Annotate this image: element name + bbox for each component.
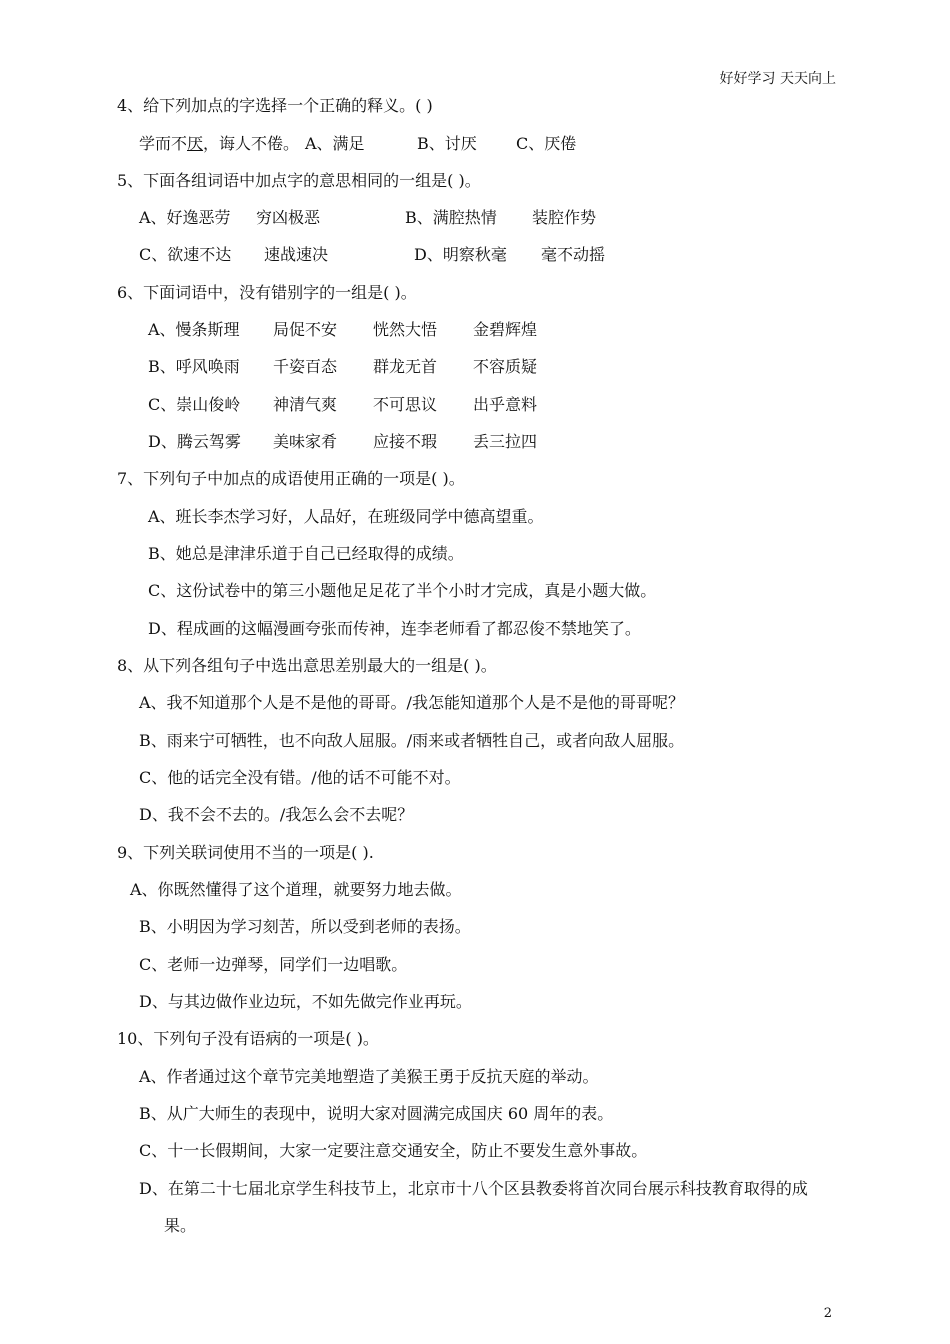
q6-c-2: 神清气爽 bbox=[273, 395, 338, 414]
q6-row-c bbox=[148, 395, 537, 415]
q10-option-b: B、从广大师生的表现中，说明大家对圆满完成国庆 60 周年的表。 bbox=[139, 1104, 614, 1123]
q7-option-b: B、她总是津津乐道于自己已经取得的成绩。 bbox=[148, 544, 464, 563]
q4-option-b: B、讨厌 bbox=[417, 134, 477, 153]
q6-row-b bbox=[148, 357, 537, 377]
q8-option-c: C、他的话完全没有错。/他的话不可能不对。 bbox=[139, 768, 461, 787]
q4-marked-char: 厌 bbox=[187, 134, 204, 153]
q5-option-a1: A、好逸恶劳 bbox=[139, 208, 231, 227]
q6-b-4: 不容质疑 bbox=[473, 357, 538, 376]
q6-b-1: B、呼风唤雨 bbox=[148, 357, 240, 376]
question-7-stem: 7、下列句子中加点的成语使用正确的一项是( )。 bbox=[117, 469, 465, 488]
q5-option-c2: 速战速决 bbox=[264, 245, 329, 264]
question-9-stem: 9、下列关联词使用不当的一项是( ). bbox=[117, 843, 374, 862]
q6-d-1: D、腾云驾雾 bbox=[148, 432, 241, 451]
q5-option-b2: 装腔作势 bbox=[532, 208, 597, 227]
q6-a-1: A、慢条斯理 bbox=[148, 320, 240, 339]
q8-option-b: B、雨来宁可牺牲，也不向敌人屈服。/雨来或者牺牲自己，或者向敌人屈服。 bbox=[139, 731, 685, 750]
q9-option-c: C、老师一边弹琴，同学们一边唱歌。 bbox=[139, 955, 408, 974]
page-header: 好好学习 天天向上 bbox=[719, 71, 836, 87]
q5-option-d2: 毫不动摇 bbox=[541, 245, 606, 264]
q7-option-d: D、程成画的这幅漫画夸张而传神，连李老师看了都忍俊不禁地笑了。 bbox=[148, 619, 641, 638]
q6-a-4: 金碧辉煌 bbox=[473, 320, 538, 339]
q6-d-4: 丢三拉四 bbox=[473, 432, 538, 451]
q5-option-a2: 穷凶极恶 bbox=[256, 208, 321, 227]
page-number: 2 bbox=[823, 1306, 832, 1321]
q6-c-1: C、崇山俊岭 bbox=[148, 395, 241, 414]
q6-a-3: 恍然大悟 bbox=[373, 320, 438, 339]
q6-a-2: 局促不安 bbox=[273, 320, 338, 339]
question-10-stem: 10、下列句子没有语病的一项是( )。 bbox=[117, 1029, 379, 1048]
q8-option-d: D、我不会不去的。/我怎么会不去呢？ bbox=[139, 805, 414, 824]
q8-option-a: A、我不知道那个人是不是他的哥哥。/我怎能知道那个人是不是他的哥哥呢？ bbox=[139, 693, 684, 712]
q5-option-d1: D、明察秋毫 bbox=[414, 245, 507, 264]
q9-option-b: B、小明因为学习刻苦，所以受到老师的表扬。 bbox=[139, 917, 471, 936]
q6-row-a bbox=[148, 320, 537, 340]
q6-b-3: 群龙无首 bbox=[373, 357, 438, 376]
q4-sentence-pre: 学而不 bbox=[139, 134, 188, 153]
question-4-options bbox=[139, 134, 299, 154]
q6-c-4: 出乎意料 bbox=[473, 395, 538, 414]
question-8-stem: 8、从下列各组句子中选出意思差别最大的一组是( )。 bbox=[117, 656, 497, 675]
question-6-stem: 6、下面词语中，没有错别字的一组是( )。 bbox=[117, 283, 417, 302]
q7-option-a: A、班长李杰学习好，人品好，在班级同学中德高望重。 bbox=[148, 507, 544, 526]
q4-sentence-post: ，诲人不倦。 bbox=[203, 134, 300, 153]
q6-d-2: 美味家肴 bbox=[273, 432, 338, 451]
q4-option-a: A、满足 bbox=[305, 134, 365, 153]
q9-option-a: A、你既然懂得了这个道理，就要努力地去做。 bbox=[130, 880, 462, 899]
q6-d-3: 应接不瑕 bbox=[373, 432, 438, 451]
q9-option-d: D、与其边做作业边玩，不如先做完作业再玩。 bbox=[139, 992, 472, 1011]
q10-option-d-line1: D、在第二十七届北京学生科技节上，北京市十八个区县教委将首次同台展示科技教育取得的成 bbox=[139, 1179, 808, 1198]
question-4-stem: 4、给下列加点的字选择一个正确的释义。( ) bbox=[117, 96, 433, 115]
q5-option-b1: B、满腔热情 bbox=[405, 208, 497, 227]
q6-row-d bbox=[148, 432, 537, 452]
q10-option-a: A、作者通过这个章节完美地塑造了美猴王勇于反抗天庭的举动。 bbox=[139, 1067, 599, 1086]
q10-option-c: C、十一长假期间，大家一定要注意交通安全，防止不要发生意外事故。 bbox=[139, 1141, 648, 1160]
q7-option-c: C、这份试卷中的第三小题他足足花了半个小时才完成，真是小题大做。 bbox=[148, 581, 657, 600]
q6-b-2: 千姿百态 bbox=[273, 357, 338, 376]
q6-c-3: 不可思议 bbox=[373, 395, 438, 414]
q4-option-c: C、厌倦 bbox=[516, 134, 577, 153]
q10-option-d-line2: 果。 bbox=[164, 1216, 197, 1235]
q5-option-c1: C、欲速不达 bbox=[139, 245, 232, 264]
question-5-stem: 5、下面各组词语中加点字的意思相同的一组是( )。 bbox=[117, 171, 481, 190]
